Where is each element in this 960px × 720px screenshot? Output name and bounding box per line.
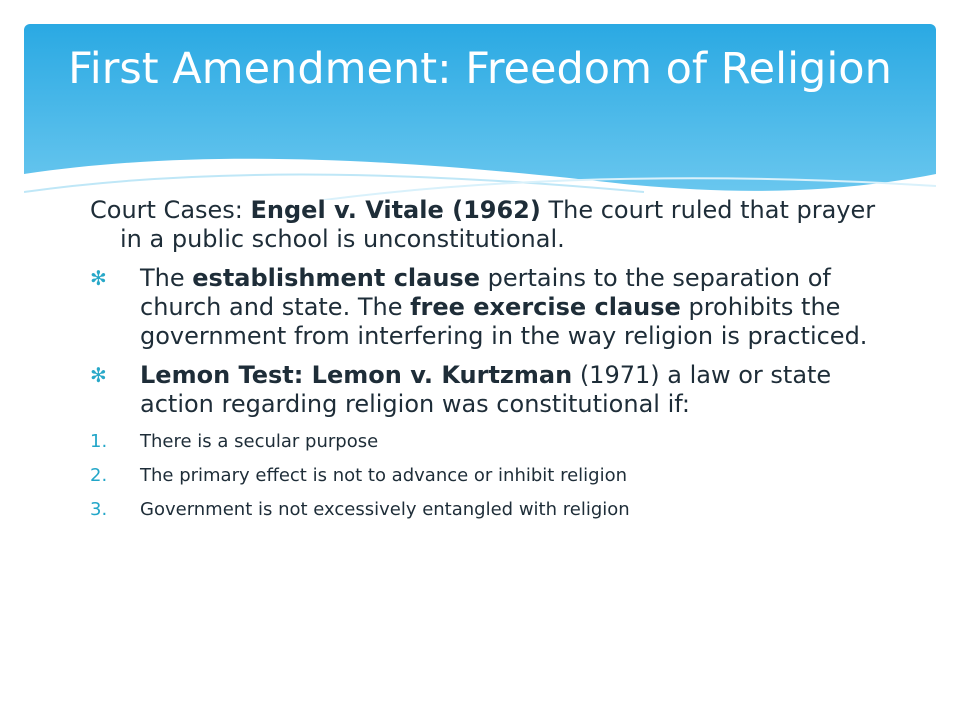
bullet-term: free exercise clause bbox=[410, 293, 681, 321]
list-item-text: Government is not excessively entangled with religion bbox=[140, 499, 630, 520]
intro-paragraph bbox=[90, 196, 890, 254]
list-item bbox=[90, 429, 890, 455]
list-item-text: The primary effect is not to advance or inhibit religion bbox=[140, 465, 628, 486]
intro-lead: Court Cases: bbox=[90, 196, 251, 224]
bullet-lemon-test bbox=[90, 361, 890, 419]
list-number: 3. bbox=[90, 499, 108, 520]
asterisk-bullet-icon: ✻ bbox=[90, 363, 107, 387]
intro-case-name: Engel v. Vitale (1962) bbox=[250, 196, 541, 224]
bullet-term: establishment clause bbox=[192, 264, 480, 292]
list-number: 2. bbox=[90, 465, 108, 486]
bullet-text: pertains to the separation of church and state. The bbox=[140, 264, 831, 321]
list-item bbox=[90, 463, 890, 489]
list-item-text: There is a secular purpose bbox=[140, 431, 379, 452]
bullet-text: (1971) a law or state action regarding religion was constitutional if: bbox=[140, 361, 832, 418]
lemon-criteria-list bbox=[90, 429, 890, 523]
bullet-establishment bbox=[90, 264, 890, 351]
slide-title: First Amendment: Freedom of Religion bbox=[68, 44, 892, 94]
bullet-term: Lemon Test: Lemon v. Kurtzman bbox=[140, 361, 573, 389]
list-item bbox=[90, 497, 890, 523]
intro-rest: The court ruled that prayer in a public school is unconstitutional. bbox=[120, 196, 876, 253]
bullet-text: The bbox=[140, 264, 193, 292]
slide-body bbox=[90, 196, 890, 531]
asterisk-bullet-icon: ✻ bbox=[90, 266, 107, 290]
bullet-text: prohibits the government from interfering in the way religion is practiced. bbox=[140, 293, 868, 350]
list-number: 1. bbox=[90, 431, 108, 452]
